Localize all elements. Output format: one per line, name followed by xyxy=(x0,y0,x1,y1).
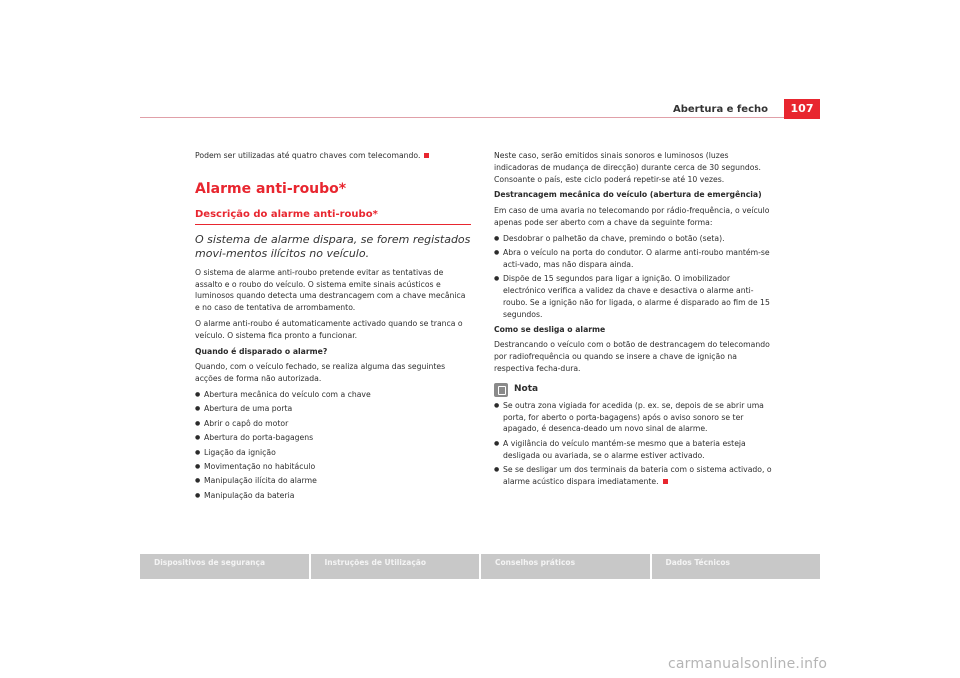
note-header xyxy=(494,383,774,397)
list-item: ● Abertura do porta-bagagens xyxy=(195,432,471,444)
paragraph: O alarme anti-roubo é automaticamente activado quando se tranca o veículo. O sistema fica pronto a funcionar. xyxy=(195,318,463,340)
list-item: ● Ligação da ignição xyxy=(195,447,471,459)
list-item: ● Abrir o capô do motor xyxy=(195,418,471,430)
paragraph: Quando, com o veículo fechado, se realiza alguma das seguintes acções de forma não autorizada. xyxy=(195,362,446,384)
tab-operating-instructions[interactable]: Instruções de Utilização xyxy=(311,554,480,579)
emergency-opening-list xyxy=(494,233,774,321)
end-of-section-icon xyxy=(424,153,429,158)
intro-paragraph: Podem ser utilizadas até quatro chaves com telecomando. xyxy=(195,150,471,162)
lead-text: O sistema de alarme dispara, se forem registados movi-mentos ilícitos no veículo. xyxy=(195,232,471,260)
list-item: ● A vigilância do veículo mantém-se mesmo que a bateria esteja desligada ou avariada, se o alarme estiver activado. xyxy=(494,438,774,462)
list-item: ● Se se desligar um dos terminais da bateria com o sistema activado, o alarme acústico dispara imediatamente. xyxy=(494,464,774,488)
list-item: ● Desdobrar o palhetão da chave, premindo o botão (seta). xyxy=(494,233,774,245)
list-item: ● Se outra zona vigiada for acedida (p. ex. se, depois de se abrir uma porta, for aberto o porta-bagagens) após o aviso sonoro se ter apagado, é desenca-deado um novo sinal de alarme. xyxy=(494,400,774,435)
list-item: ● Dispõe de 15 segundos para ligar a ignição. O imobilizador electrónico verifica a validez da chave e desactiva o alarme anti-roubo. Se a ignição não for ligada, o alarme é disparado ao fim de 15 segundos. xyxy=(494,273,774,320)
end-of-section-icon xyxy=(663,479,668,484)
subheading: Como se desliga o alarme xyxy=(494,324,606,334)
tab-technical-data[interactable]: Dados Técnicos xyxy=(652,554,821,579)
section-heading: Alarme anti-roubo* xyxy=(195,180,347,197)
paragraph: O sistema de alarme anti-roubo pretende evitar as tentativas de assalto e o roubo do veículo. O sistema emite sinais acústicos e luminosos quando detecta uma destrancagem com a chave mecânica e no caso de tentativa de arrombamento. xyxy=(195,267,466,313)
page-header-title: Abertura e fecho xyxy=(673,104,768,115)
list-item: ● Abertura mecânica do veículo com a chave xyxy=(195,389,471,401)
footer-navigation xyxy=(140,554,820,579)
tab-practical-tips[interactable]: Conselhos práticos xyxy=(481,554,650,579)
tab-safety[interactable]: Dispositivos de segurança xyxy=(140,554,309,579)
watermark: carmanualsonline.info xyxy=(668,656,828,672)
list-item: ● Manipulação ilícita do alarme xyxy=(195,475,471,487)
list-item: ● Abertura de uma porta xyxy=(195,403,471,415)
paragraph: Em caso de uma avaria no telecomando por rádio-frequência, o veículo apenas pode ser aberto com a chave da seguinte forma: xyxy=(494,206,770,227)
subheading: Destrancagem mecânica do veículo (abertura de emergência) xyxy=(494,190,762,200)
paragraph: Destrancando o veículo com o botão de destrancagem do telecomando por radiofrequência ou quando se insere a chave de ignição na respectiva fecha-dura. xyxy=(494,340,770,373)
subsection-heading: Descrição do alarme anti-roubo* xyxy=(195,208,471,225)
list-item: ● Manipulação da bateria xyxy=(195,490,471,502)
header-rule xyxy=(140,117,820,118)
note-label: Nota xyxy=(514,383,539,394)
subheading: Quando é disparado o alarme? xyxy=(195,346,328,356)
note-list xyxy=(494,400,774,488)
left-column xyxy=(195,150,471,505)
page-number: 107 xyxy=(784,99,820,119)
note-icon xyxy=(494,383,508,397)
trigger-list xyxy=(195,389,471,502)
right-column xyxy=(494,150,774,491)
list-item: ● Abra o veículo na porta do condutor. O alarme anti-roubo mantém-se acti-vado, mas não dispara ainda. xyxy=(494,247,774,271)
list-item: ● Movimentação no habitáculo xyxy=(195,461,471,473)
paragraph: Neste caso, serão emitidos sinais sonoros e luminosos (luzes indicadoras de mudança de direcção) durante cerca de 30 segundos. Consoante o país, este ciclo poderá repetir-se até 10 vezes. xyxy=(494,151,761,184)
